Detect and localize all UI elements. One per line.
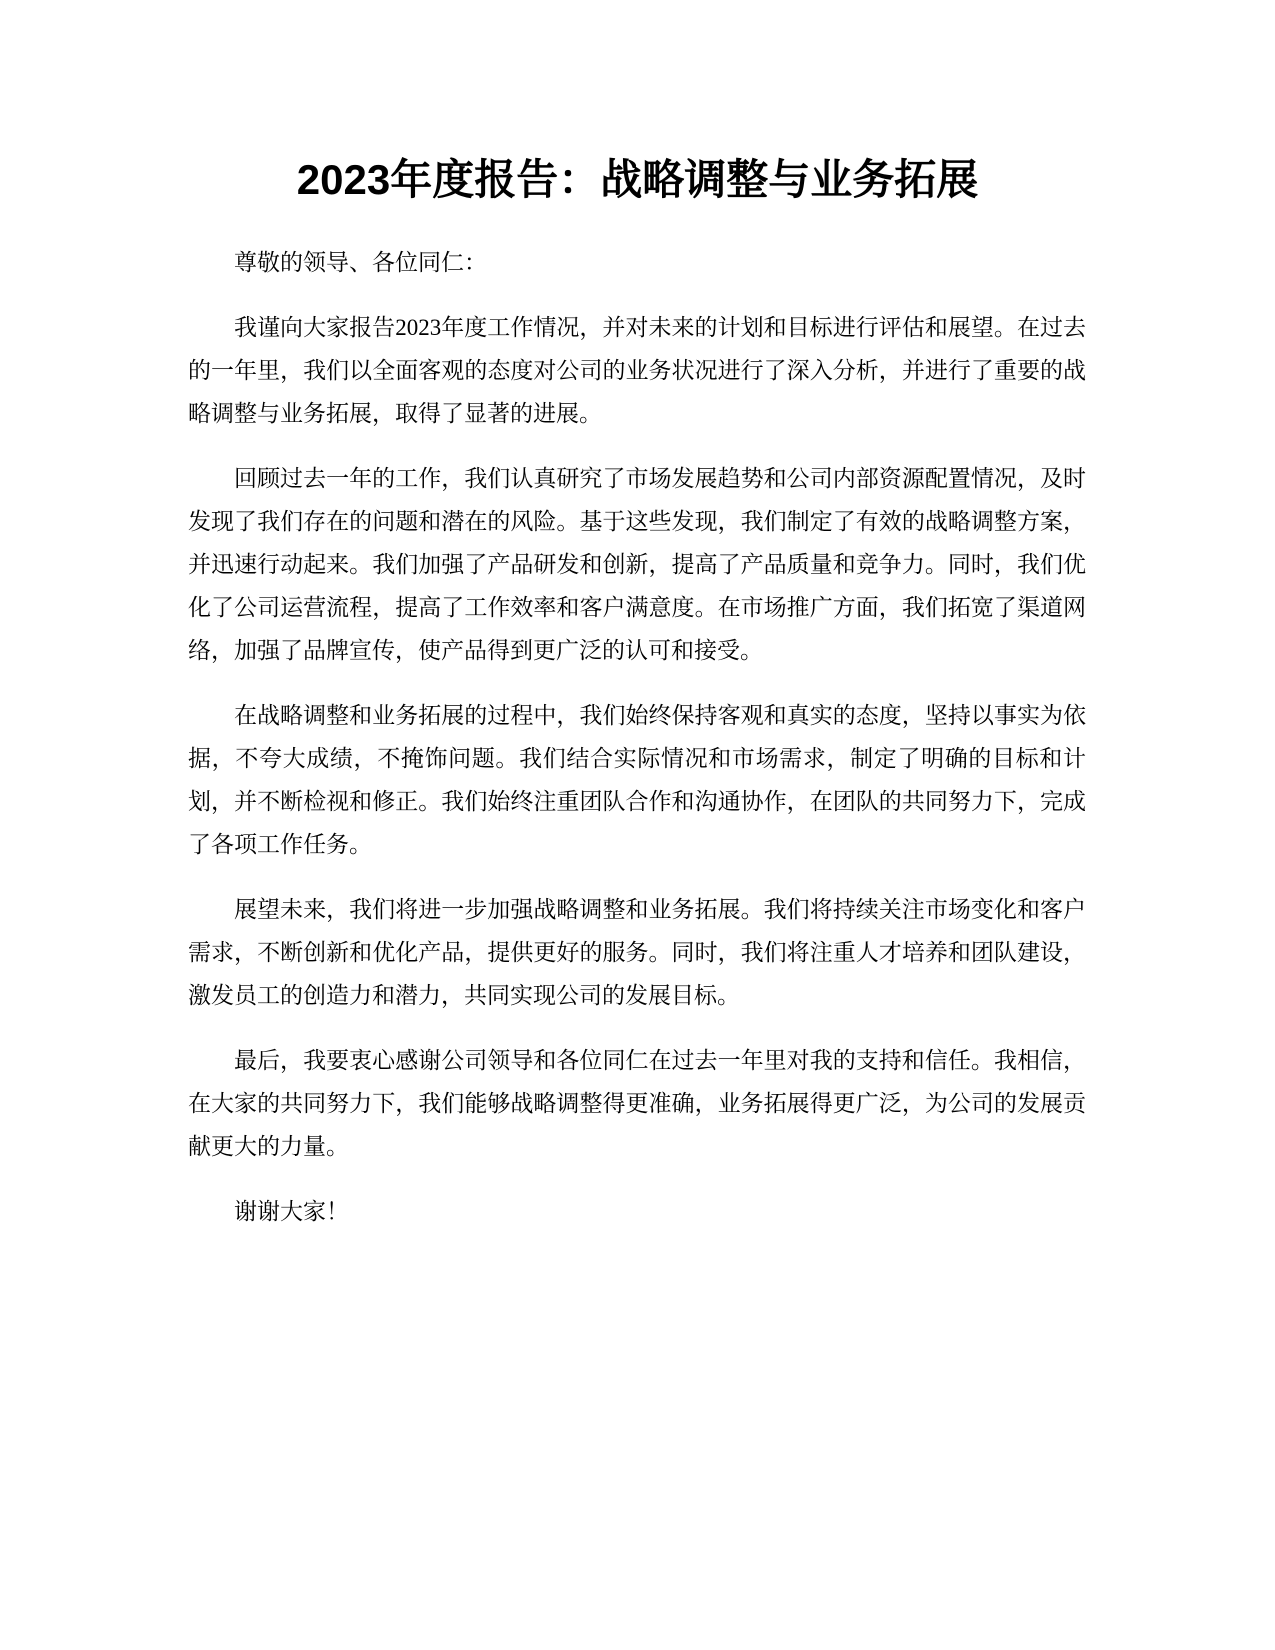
document-body <box>188 241 1086 1255</box>
paragraph-outlook: 展望未来，我们将进一步加强战略调整和业务拓展。我们将持续关注市场变化和客户需求，不断创新和优化产品，提供更好的服务。同时，我们将注重人才培养和团队建设，激发员工的创造力和潜力，共同实现公司的发展目标。 <box>188 897 1086 1008</box>
document-title: 2023年度报告：战略调整与业务拓展 <box>296 156 979 203</box>
paragraph-principles: 在战略调整和业务拓展的过程中，我们始终保持客观和真实的态度，坚持以事实为依据，不夸大成绩，不掩饰问题。我们结合实际情况和市场需求，制定了明确的目标和计划，并不断检视和修正。我们始终注重团队合作和沟通协作，在团队的共同努力下，完成了各项工作任务。 <box>188 703 1086 857</box>
paragraph-review: 回顾过去一年的工作，我们认真研究了市场发展趋势和公司内部资源配置情况，及时发现了我们存在的问题和潜在的风险。基于这些发现，我们制定了有效的战略调整方案，并迅速行动起来。我们加强了产品研发和创新，提高了产品质量和竞争力。同时，我们优化了公司运营流程，提高了工作效率和客户满意度。在市场推广方面，我们拓宽了渠道网络，加强了品牌宣传，使产品得到更广泛的认可和接受。 <box>188 466 1086 663</box>
closing: 谢谢大家！ <box>234 1199 349 1224</box>
paragraph-intro: 我谨向大家报告2023年度工作情况，并对未来的计划和目标进行评估和展望。在过去的一年里，我们以全面客观的态度对公司的业务状况进行了深入分析，并进行了重要的战略调整与业务拓展，取得了显著的进展。 <box>188 315 1086 426</box>
salutation: 尊敬的领导、各位同仁： <box>234 250 487 275</box>
paragraph-thanks: 最后，我要衷心感谢公司领导和各位同仁在过去一年里对我的支持和信任。我相信，在大家的共同努力下，我们能够战略调整得更准确，业务拓展得更广泛，为公司的发展贡献更大的力量。 <box>188 1048 1086 1159</box>
